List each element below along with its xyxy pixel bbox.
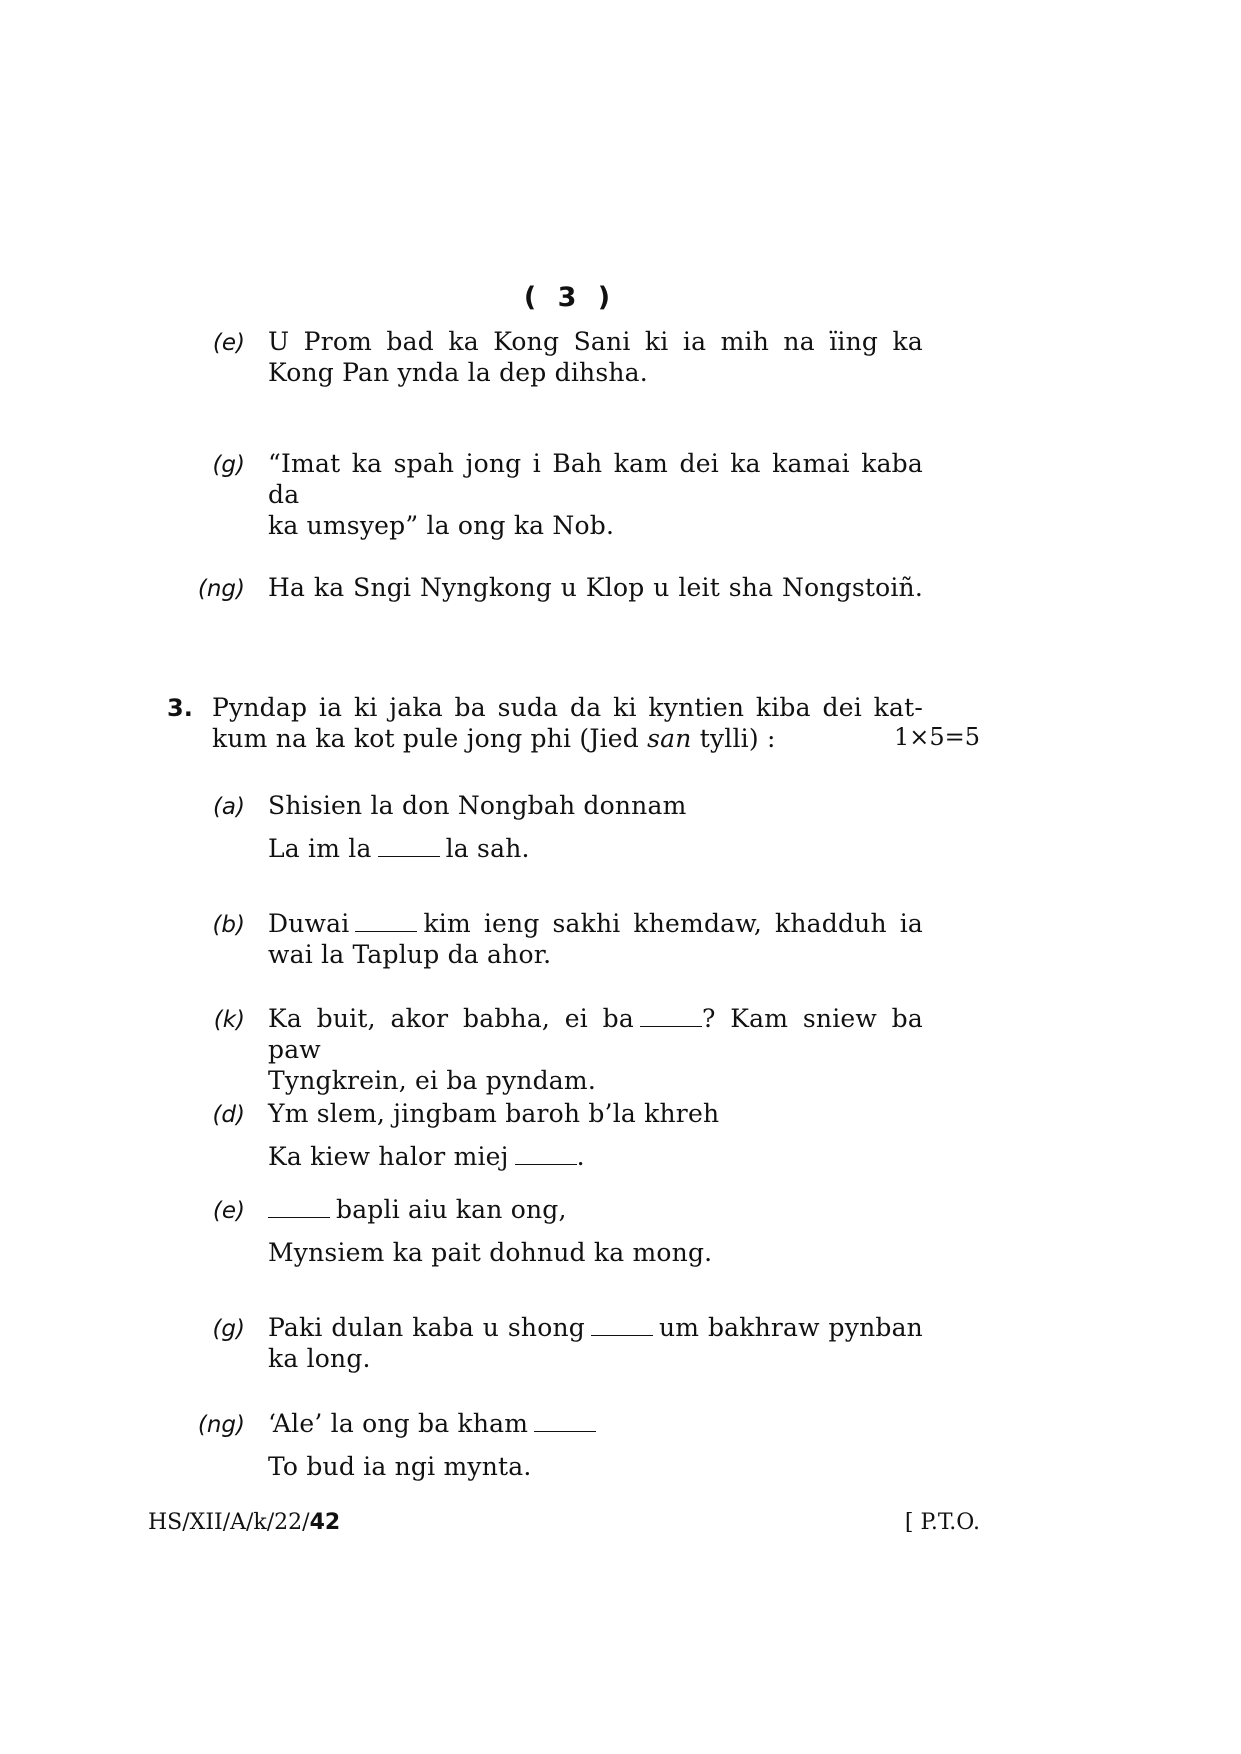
item-text: ‘Ale’ la ong ba kham To bud ia ngi mynta.: [268, 1408, 923, 1482]
item-text: Ym slem, jingbam baroh b’la khreh Ka kiew halor miej .: [268, 1099, 720, 1171]
item-label: (g): [212, 1316, 245, 1342]
pto-label: [ P.T.O.: [904, 1510, 980, 1535]
question-number: 3.: [167, 694, 193, 722]
question-text: Pyndap ia ki jaka ba suda da ki kyntien kiba dei kat- kum na ka kot pule jong phi (Jied san tylli) :: [212, 693, 923, 753]
item-text: “Imat ka spah jong i Bah kam dei ka kamai kaba da ka umsyep” la ong ka Nob.: [268, 449, 923, 540]
item-text: Duwai kim ieng sakhi khemdaw, khadduh ia wai la Taplup da ahor.: [268, 909, 923, 969]
item-text: Shisien la don Nongbah donnam La im la la sah.: [268, 791, 687, 863]
item-label: (k): [213, 1007, 245, 1033]
item-label: (ng): [197, 1412, 245, 1438]
item-text: Ka buit, akor babha, ei ba ? Kam sniew ba paw Tyngkrein, ei ba pyndam.: [268, 1004, 923, 1095]
marks: 1×5=5: [893, 723, 980, 751]
blank: [591, 1313, 653, 1336]
item-label: (e): [212, 330, 245, 356]
item-label: (ng): [197, 576, 245, 602]
item-text: Paki dulan kaba u shong um bakhraw pynban ka long.: [268, 1313, 923, 1373]
item-label: (e): [212, 1198, 245, 1224]
item-text: bapli aiu kan ong, Mynsiem ka pait dohnud ka mong.: [268, 1195, 713, 1267]
item-label: (d): [212, 1102, 245, 1128]
item-text: Ha ka Sngi Nyngkong u Klop u leit sha Nongstoiñ.: [268, 573, 923, 602]
blank: [268, 1195, 330, 1218]
page-number: ( 3 ): [523, 282, 617, 313]
blank: [515, 1142, 577, 1165]
paper-code: HS/XII/A/k/22/42: [148, 1510, 341, 1535]
blank: [534, 1409, 596, 1432]
blank: [355, 909, 417, 932]
item-label: (b): [212, 912, 245, 938]
blank: [378, 834, 440, 857]
item-label: (a): [212, 794, 245, 820]
item-label: (g): [212, 452, 245, 478]
item-text: U Prom bad ka Kong Sani ki ia mih na ïing ka Kong Pan ynda la dep dihsha.: [268, 327, 923, 387]
blank: [640, 1004, 702, 1027]
